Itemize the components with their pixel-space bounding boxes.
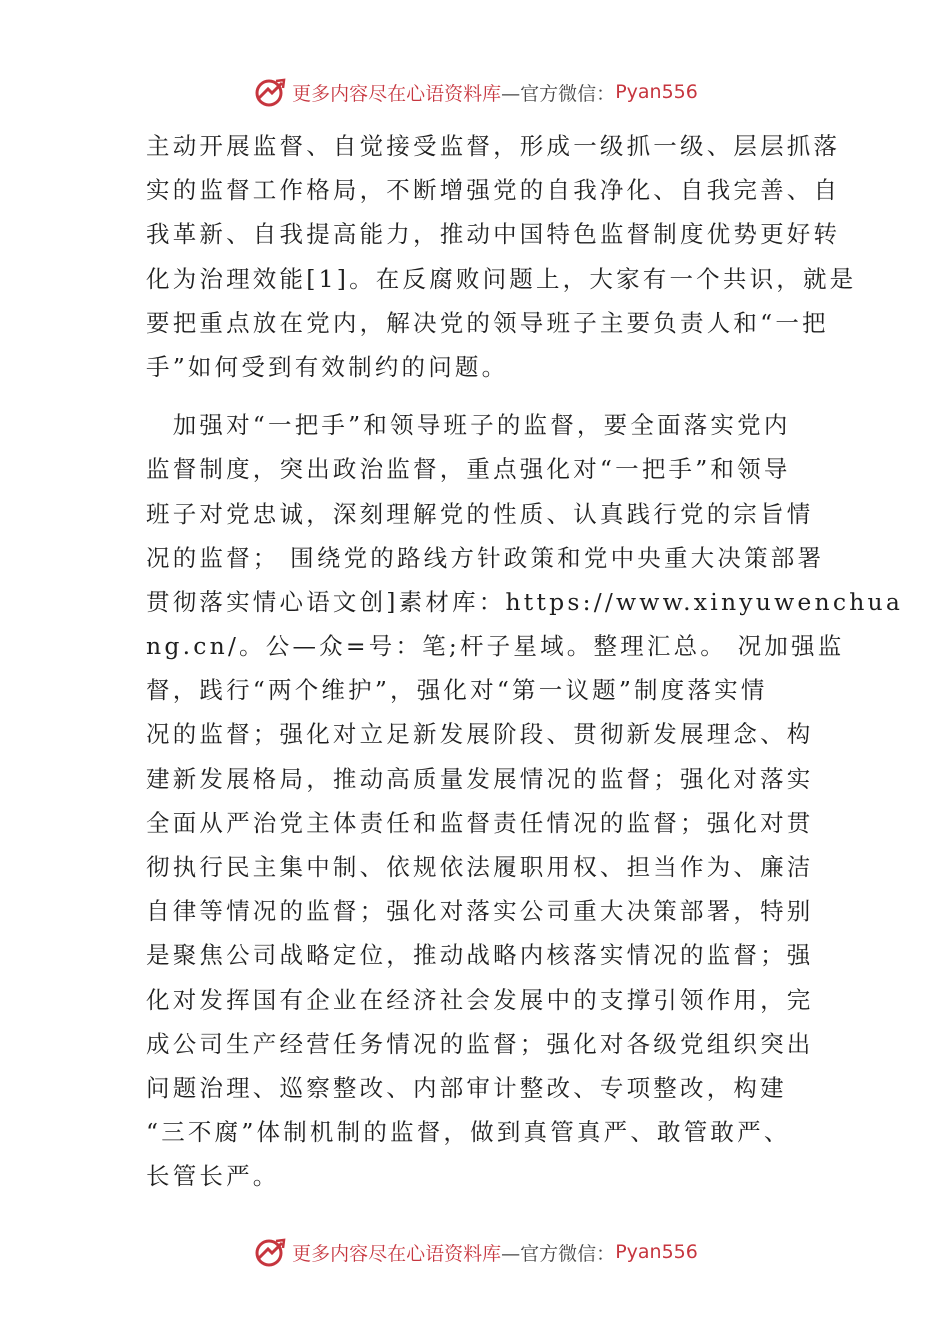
text-line: 督，践行“两个维护”，强化对“第一议题”制度落实情 <box>146 676 768 705</box>
text-line: 成公司生产经营任务情况的监督；强化对各级党组织突出 <box>146 1029 814 1058</box>
banner-wechat-id: Pyan556 <box>615 81 698 103</box>
brand-logo-icon <box>252 1235 288 1269</box>
text-line: 实的监督工作格局，不断增强党的自我净化、自我完善、自 <box>146 176 841 205</box>
banner-title: 更多内容尽在心语资料库 <box>292 82 502 105</box>
text-line: 班子对党忠诚，深刻理解党的性质、认真践行党的宗旨情 <box>146 499 814 528</box>
text-line: 是聚焦公司战略定位，推动战略内核落实情况的监督；强 <box>146 941 814 970</box>
text-line: 化对发挥国有企业在经济社会发展中的支撑引领作用，完 <box>146 985 814 1014</box>
brand-logo-icon <box>252 75 288 109</box>
paragraph-2 <box>146 403 904 1198</box>
text-line: 化为治理效能[1]。在反腐败问题上，大家有一个共识，就是 <box>146 264 857 293</box>
header-banner <box>0 72 950 112</box>
text-line: 要把重点放在党内，解决党的领导班子主要负责人和“一把 <box>146 308 829 337</box>
text-line: ng.cn/。公—众=号：笔;杆子星域。整理汇总。 况加强监 <box>146 632 845 661</box>
text-line: 全面从严治党主体责任和监督责任情况的监督；强化对贯 <box>146 808 814 837</box>
text-line: 加强对“一把手”和领导班子的监督，要全面落实党内 <box>146 411 791 440</box>
text-line: 况的监督；强化对立足新发展阶段、贯彻新发展理念、构 <box>146 720 814 749</box>
paragraph-1 <box>146 124 857 389</box>
banner-wechat-label: —官方微信： <box>501 82 616 105</box>
banner-wechat-id: Pyan556 <box>615 1241 698 1263</box>
text-line: 况的监督； 围绕党的路线方针政策和党中央重大决策部署 <box>146 543 825 572</box>
text-line: “三不腐”体制机制的监督，做到真管真严、敢管敢严、 <box>146 1118 791 1147</box>
text-line: 问题治理、巡察整改、内部审计整改、专项整改，构建 <box>146 1073 787 1102</box>
footer-banner <box>0 1232 950 1272</box>
text-line: 自律等情况的监督；强化对落实公司重大决策部署，特别 <box>146 897 814 926</box>
text-line: 主动开展监督、自觉接受监督，形成一级抓一级、层层抓落 <box>146 132 841 160</box>
banner-wechat-label: —官方微信： <box>501 1242 616 1265</box>
text-line: 贯彻落实情心语文创]素材库：https://www.xinyuwenchua <box>146 587 904 616</box>
banner-title: 更多内容尽在心语资料库 <box>292 1242 502 1265</box>
text-line: 监督制度，突出政治监督，重点强化对“一把手”和领导 <box>146 455 791 484</box>
text-line: 彻执行民主集中制、依规依法履职用权、担当作为、廉洁 <box>146 853 814 881</box>
text-line: 长管长严。 <box>146 1162 280 1191</box>
document-body <box>146 124 904 1199</box>
text-line: 我革新、自我提高能力，推动中国特色监督制度优势更好转 <box>146 220 841 249</box>
text-line: 手”如何受到有效制约的问题。 <box>146 352 509 381</box>
paragraph-gap <box>146 389 816 403</box>
text-line: 建新发展格局，推动高质量发展情况的监督；强化对落实 <box>146 764 814 793</box>
